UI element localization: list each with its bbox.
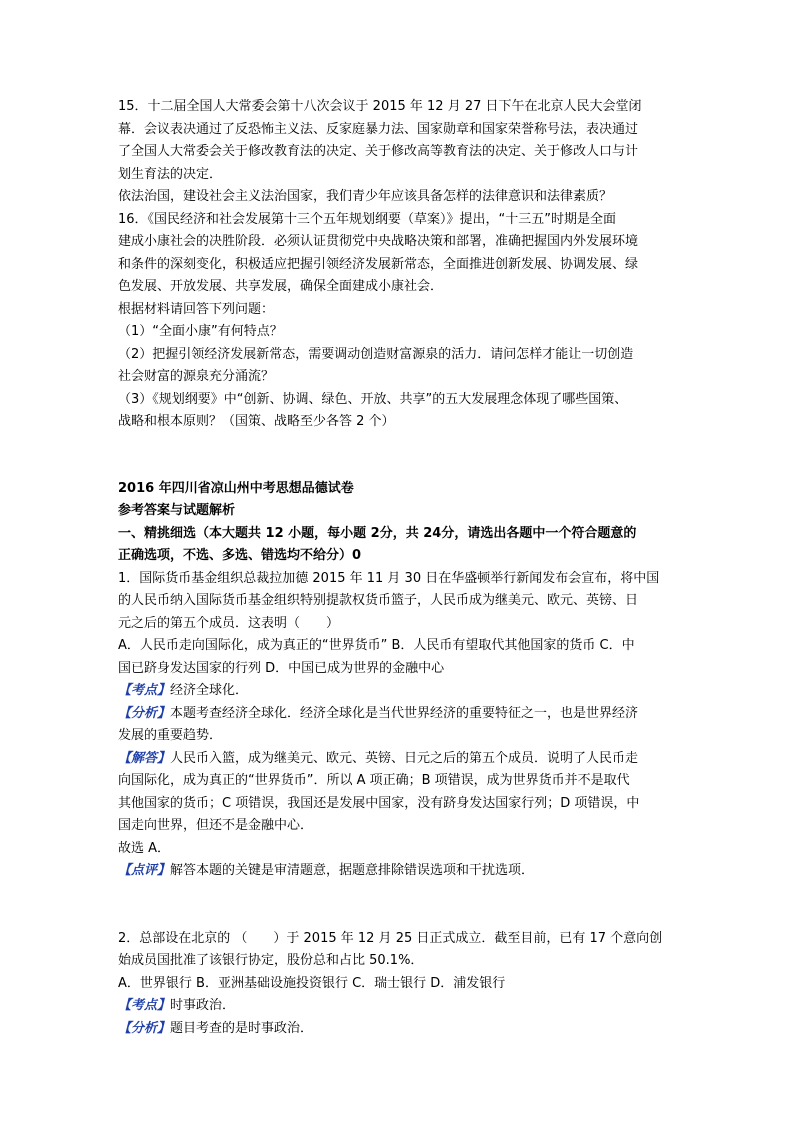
fenxi-tag: 【分析】 xyxy=(118,705,171,721)
a1-jieda-cont: 国走向世界，但还不是金融中心． xyxy=(118,818,314,833)
a1-options: 国已跻身发达国家的行列 D．中国已成为世界的金融中心 xyxy=(118,660,445,676)
q15-line: 划生育法的决定． xyxy=(118,166,223,182)
a1-stem: 的人民币纳入国际货币基金组织特别提款权货币篮子，人民币成为继美元、欧元、英镑、日 xyxy=(118,593,639,608)
q16-instruction: 根据材料请回答下列问题： xyxy=(118,301,275,317)
a1-jieda-cont: 其他国家的货币；C 项错误，我国还是发展中国家，没有跻身发达国家行列；D 项错误，中 xyxy=(118,795,640,811)
a2-stem: 始成员国批准了该银行协定，股份总和占比 50.1%． xyxy=(118,953,424,968)
q16-sub-1: （1）“全面小康”有何特点？ xyxy=(118,324,283,339)
question-15 xyxy=(118,96,678,209)
a1-stem: 元之后的第五个成员．这表明（ ） xyxy=(118,615,340,631)
kaodian-text: 时事政治． xyxy=(170,998,236,1013)
q16-line: 和条件的深刻变化，积极适应把握引领经济发展新常态，全面推进创新发展、协调发展、绿 xyxy=(118,256,639,272)
q16-line: 建成小康社会的决胜阶段．必须认证贯彻党中央战略决策和部署，准确把握国内外发展环境 xyxy=(118,234,639,249)
jieda-tag: 【解答】 xyxy=(118,750,171,766)
a2-stem: 2．总部设在北京的 （ ）于 2015 年 12 月 25 日正式成立．截至目前，已有 17 个意向创 xyxy=(118,930,663,946)
a1-fenxi xyxy=(118,703,678,726)
answers-header xyxy=(118,478,678,568)
a1-stem: 1．国际货币基金组织总裁拉加德 2015 年 11 月 30 日在华盛顿举行新闻发布会宣布，将中国 xyxy=(118,570,660,586)
q16-line: 色发展、开放发展、共享发展，确保全面建成小康社会． xyxy=(118,279,444,294)
fenxi-tag: 【分析】 xyxy=(118,1020,171,1036)
a1-jieda xyxy=(118,748,678,771)
jieda-text: 人民币入篮，成为继美元、欧元、英镑、日元之后的第五个成员．说明了人民币走 xyxy=(170,750,639,766)
document-content xyxy=(118,96,678,1040)
spacer xyxy=(118,883,678,928)
a1-kaodian xyxy=(118,680,678,703)
q16-sub-2: （2）把握引领经济发展新常态，需要调动创造财富源泉的活力．请问怎样才能让一切创造 xyxy=(118,346,634,362)
q16-sub-3-cont: 战略和根本原则？（国策、战略至少各答 2 个） xyxy=(118,414,395,429)
q15-line: 了全国人大常委会关于修改教育法的决定、关于修改高等教育法的决定、关于修改人口与计 xyxy=(118,144,639,159)
question-16 xyxy=(118,209,678,434)
a1-dianping xyxy=(118,860,678,883)
a2-options: A．世界银行 B．亚洲基础设施投资银行 C．瑞士银行 D．浦发银行 xyxy=(118,975,506,991)
section-heading: 一、精挑细选（本大题共 12 小题，每小题 2分，共 24分，请选出各题中一个符合题意的 xyxy=(118,525,637,541)
a1-options: A．人民币走向国际化，成为真正的“世界货币” B．人民币有望取代其他国家的货币 C．中 xyxy=(118,638,635,653)
a1-fenxi-cont: 发展的重要趋势． xyxy=(118,728,223,743)
kaodian-tag: 【考点】 xyxy=(118,683,171,698)
a2-kaodian xyxy=(118,995,678,1018)
section-heading-cont: 正确选项，不选、多选、错选均不给分）0 xyxy=(118,548,362,563)
answers-subtitle: 参考答案与试题解析 xyxy=(118,503,236,518)
fenxi-text: 本题考查经济全球化．经济全球化是当代世界经济的重要特征之一，也是世界经济 xyxy=(170,705,639,721)
dianping-tag: 【点评】 xyxy=(118,863,171,878)
fenxi-text: 题目考查的是时事政治． xyxy=(170,1020,314,1036)
answer-2 xyxy=(118,928,678,1041)
spacer xyxy=(118,434,678,478)
answers-title: 2016 年四川省凉山州中考思想品德试卷 xyxy=(118,480,354,496)
q16-line: 16．《国民经济和社会发展第十三个五年规划纲要（草案）》提出，“十三五”时期是全面 xyxy=(118,211,617,227)
q16-sub-2-cont: 社会财富的源泉充分涌流？ xyxy=(118,369,275,384)
q15-question: 依法治国，建设社会主义法治国家，我们青少年应该具备怎样的法律意识和法律素质？ xyxy=(118,189,613,204)
answer-1 xyxy=(118,568,678,883)
a2-fenxi xyxy=(118,1018,678,1041)
kaodian-tag: 【考点】 xyxy=(118,998,171,1013)
q15-line: 幕．会议表决通过了反恐怖主义法、反家庭暴力法、国家勋章和国家荣誉称号法，表决通过 xyxy=(118,121,639,137)
a1-choice: 故选 A． xyxy=(118,840,171,856)
q15-line: 15．十二届全国人大常委会第十八次会议于 2015 年 12 月 27 日下午在北京人民大会堂闭 xyxy=(118,99,642,114)
kaodian-text: 经济全球化． xyxy=(170,683,249,698)
dianping-text: 解答本题的关键是审清题意，据题意排除错误选项和干扰选项． xyxy=(170,863,535,878)
q16-sub-3: （3）《规划纲要》中“创新、协调、绿色、开放、共享”的五大发展理念体现了哪些国策、 xyxy=(118,391,628,407)
a1-jieda-cont: 向国际化，成为真正的“世界货币”．所以 A 项正确；B 项错误，成为世界货币并不是取代 xyxy=(118,773,630,788)
